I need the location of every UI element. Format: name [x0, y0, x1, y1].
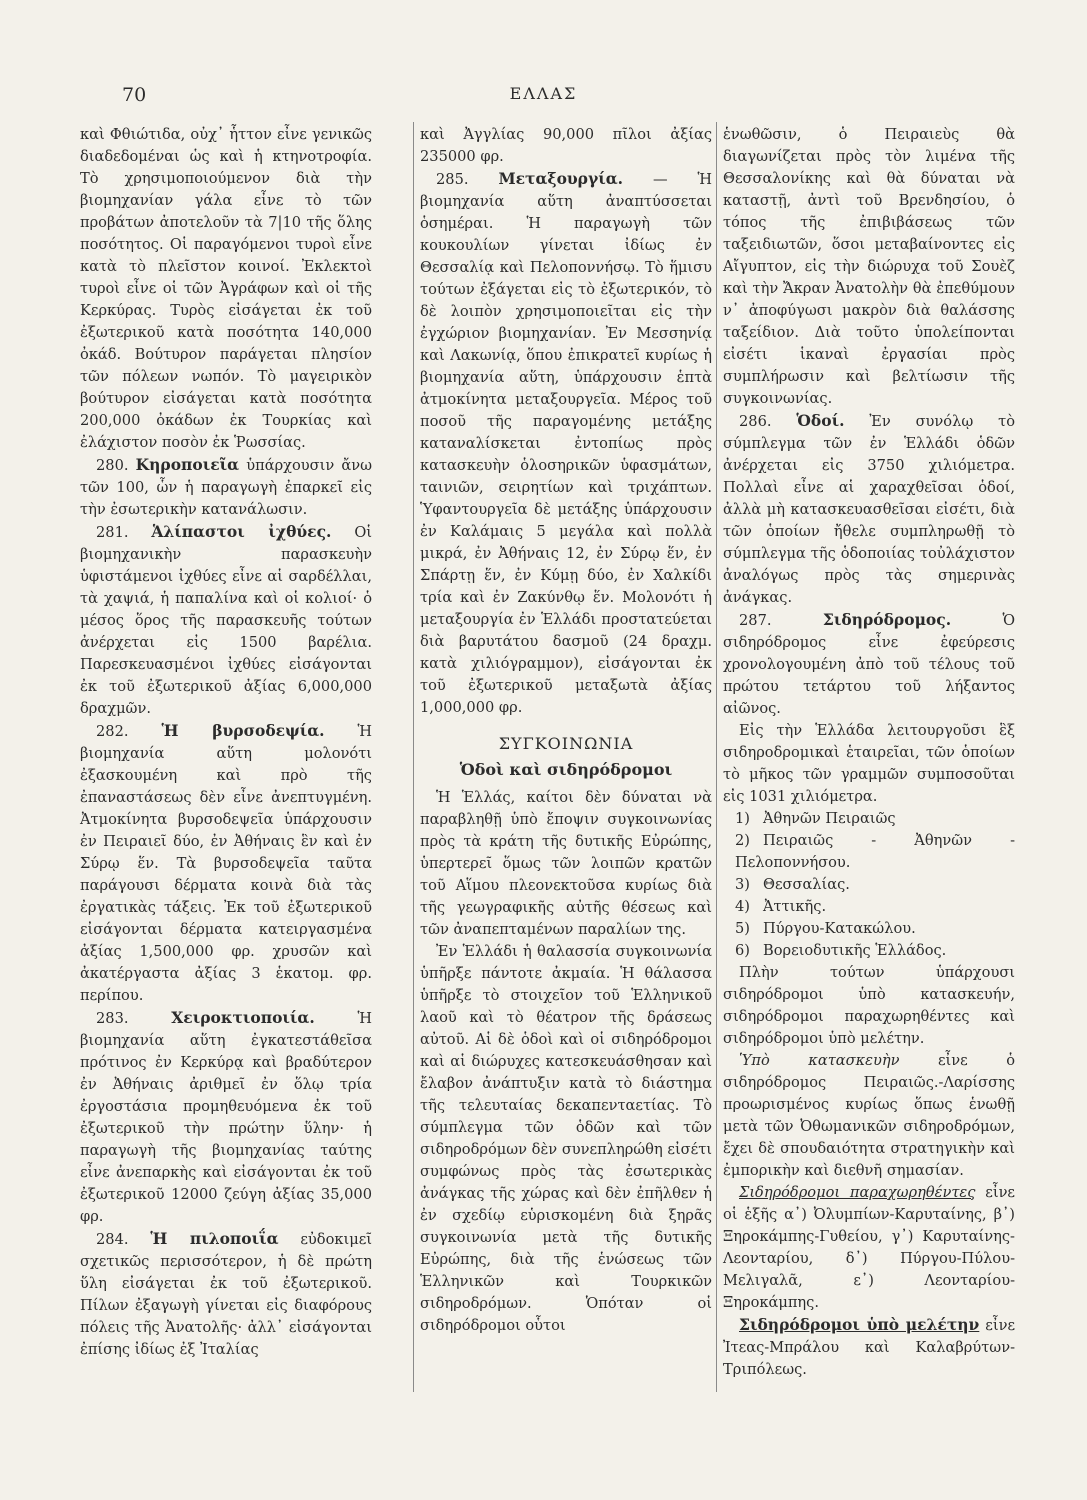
list-item: [723, 874, 1015, 896]
section-text: Οἱ βιομηχανικὴν παρασκευὴν ὑφιστάμενοι ἰχθύες εἶνε αἱ σαρδέλλαι, τὰ χαψιά, ἡ παπαλίνα καὶ οἱ κολιοί· ὁ μέσος ὅρος τῆς παρασκευῆς τούτων ἀνέρχεται εἰς 1500 βαρέλια. Παρεσκευασμένοι ἰχθύες εἰσάγονται ἐκ τοῦ ἐξωτερικοῦ ἀξίας 6,000,000 δραχμῶν.: [80, 524, 373, 717]
lead-phrase: Σιδηρόδρομοι παραχωρηθέντες: [739, 1184, 976, 1201]
section-heading: Ἡ πιλοποιΐα: [150, 1229, 279, 1248]
section-heading: Ὁδοί.: [796, 411, 845, 430]
list-item: [723, 896, 1015, 918]
list-text: Ἀττικῆς.: [763, 898, 827, 915]
section-286: [723, 410, 1015, 609]
list-item: [723, 940, 1015, 962]
section-283: [80, 1007, 372, 1228]
section-text: Ἡ βιομηχανία αὕτη ἐγκατεστάθεῖσα πρότινος ἐν Κερκύρᾳ καὶ βραδύτερον ἐν Ἀθήναις ἀριθμεῖ ἐν ὅλῳ τρία ἐργοστάσια προμηθευόμενα ἐκ τοῦ ἐξωτερικοῦ τὴν πρώτην ὕλην· ἡ παραγωγὴ τῆς βιομηχανίας ταύτης εἶνε ἀνεπαρκὴς καὶ εἰσάγονται ἐκ τοῦ ἐξωτερικοῦ 12000 ζεύγη ἀξίας 35,000 φρ.: [80, 1010, 373, 1225]
section-number: 286.: [739, 413, 772, 430]
list-number: 1): [735, 810, 750, 827]
section-text: ὑπάρχουσιν ἄνω τῶν 100, ὧν ἡ παραγωγὴ ἐπαρκεῖ εἰς τὴν ἐσωτερικὴν κατανάλωσιν.: [80, 457, 373, 518]
list-text: Πύργου-Κατακώλου.: [763, 920, 916, 937]
section-text: — Ἡ βιομηχανία αὕτη ἀναπτύσσεται ὁσημέραι. Ἡ παραγωγὴ τῶν κουκουλίων γίνεται ἰδίως ἐν Θεσσαλίᾳ καὶ Πελοποννήσῳ. Τὸ ἥμισυ τούτων ἐξάγεται εἰς τὸ ἐξωτερικόν, τὸ δὲ λοιπὸν χρησιμοποιεῖται εἰς τὴν ἐγχώριον βιομηχανίαν. Ἐν Μεσσηνίᾳ καὶ Λακωνίᾳ, ὅπου ἐπικρατεῖ κυρίως ἡ βιομηχανία αὕτη, ὑπάρχουσιν ἑπτὰ ἀτμοκίνητα μεταξουργεῖα. Μέρος τοῦ ποσοῦ τῆς παραγομένης μετάξης καταναλίσκεται ἐντοπίως πρὸς κατασκευὴν ὁλοσηρικῶν ὑφασμάτων, ταινιῶν, σειρητίων καὶ τριχάπτων. Ὑφαντουργεῖα δὲ μετάξης ὑπάρχουσιν ἐν Καλάμαις 5 μεγάλα καὶ πολλὰ μικρά, ἐν Ἀθήναις 12, ἐν Σύρῳ ἕν, ἐν Σπάρτῃ ἕν, ἐν Κύμῃ δύο, ἐν Χαλκίδι τρία καὶ ἐν Ζακύνθῳ ἕν. Μολονότι ἡ μεταξουργία ἐν Ἑλλάδι προστατεύεται διὰ βαρυτάτου δασμοῦ (24 δραχμ. κατὰ χιλιόγραμμον), εἰσάγονται ἐκ τοῦ ἐξωτερικοῦ μεταξωτὰ ἀξίας 1,000,000 φρ.: [420, 171, 713, 716]
section-heading: Ἡ βυρσοδεψία.: [161, 721, 325, 740]
section-number: 282.: [96, 723, 129, 740]
paragraph: καὶ Φθιώτιδα, οὐχ᾽ ἧττον εἶνε γενικῶς διαδεδομέναι ὡς καὶ ἡ κτηνοτροφία. Τὸ χρησιμοποιούμενον διὰ τὴν βιομηχανίαν γάλα εἶνε τὸ τῶν προβάτων ἀποτελοῦν τὰ 7|10 τῆς ὅλης ποσότητος. Οἱ παραγόμενοι τυροὶ εἶνε κατὰ τὸ πλεῖστον κοινοί. Ἐκλεκτοὶ τυροὶ εἶνε οἱ τῶν Ἀγράφων καὶ οἱ τῆς Κερκύρας. Τυρὸς εἰσάγεται ἐκ τοῦ ἐξωτερικοῦ κατὰ ποσότητα 140,000 ὀκάδ. Βούτυρον παράγεται πλησίον τῶν πόλεων νωπόν. Τὸ μαγειρικὸν βούτυρον εἰσάγεται κατὰ ποσότητα 200,000 ὀκάδων ἐκ Τουρκίας καὶ ἐλάχιστον ποσὸν ἐκ Ῥωσσίας.: [80, 126, 372, 451]
section-number: 287.: [739, 612, 772, 629]
paragraph-text: εἶνε ὁ σιδηρόδρομος Πειραιῶς.-Λαρίσσης προωρισμένος κυρίως ὅπως ἑνωθῇ μετὰ τῶν Ὀθωμανικῶν σιδηροδρόμων, ἔχει δὲ σπουδαιότητα στρατηγικὴν καὶ ἐμπορικὴν καὶ διεθνῆ σημασίαν.: [723, 1052, 1015, 1179]
paragraph: Ἡ Ἑλλάς, καίτοι δὲν δύναται νὰ παραβληθῇ ὑπὸ ἔποψιν συγκοινωνίας πρὸς τὰ κράτη τῆς δυτικῆς Εὐρώπης, ὑπερτερεῖ ὅμως τῶν λοιπῶν κρατῶν τοῦ Αἵμου πλεονεκτοῦσα κυρίως διὰ τῆς γεωγραφικῆς αὐτῆς θέσεως καὶ τῶν ἀναπεπταμένων παραλίων της.: [420, 789, 712, 938]
page-header: [0, 84, 1087, 114]
section-heading: Ἁλίπαστοι ἰχθύες.: [151, 522, 332, 541]
list-text: Βορειοδυτικῆς Ἑλλάδος.: [763, 942, 947, 959]
column-middle: [420, 124, 712, 1337]
list-item: [723, 808, 1015, 830]
list-text: Θεσσαλίας.: [763, 876, 850, 893]
paragraph: [723, 1314, 1015, 1381]
list-item: [723, 830, 1015, 874]
paragraph-text: εἶνε οἱ ἑξῆς α᾽) Ὀλυμπίων-Καρυταίνης, β᾽) Ξηροκάμπης-Γυθείου, γ᾽) Καρυταίνης-Λεονταρίου, δ᾽) Πύργου-Πύλου-Μελιγαλᾶ, ε᾽) Λεονταρίου-Ξηροκάμπης.: [723, 1184, 1015, 1311]
page-number: 70: [122, 84, 147, 106]
section-heading: Χειροκτιοποιία.: [171, 1008, 315, 1027]
section-heading: Μεταξουργία.: [498, 169, 624, 188]
running-head: ΕΛΛΑΣ: [509, 84, 578, 103]
column-rule: [716, 122, 717, 1392]
section-title: ΣΥΓΚΟΙΝΩΝΙΑ: [498, 734, 634, 753]
column-right: [723, 124, 1015, 1381]
section-number: 285.: [436, 171, 469, 188]
list-number: 4): [735, 898, 750, 915]
paragraph: Εἰς τὴν Ἑλλάδα λειτουργοῦσι ἓξ σιδηροδρομικαὶ ἑταιρεῖαι, τῶν ὁποίων τὸ μῆκος τῶν γραμμῶν συμποσοῦται εἰς 1031 χιλιόμετρα.: [723, 722, 1015, 805]
section-text: εὐδοκιμεῖ σχετικῶς περισσότερον, ἡ δὲ πρώτη ὕλη εἰσάγεται ἐκ τοῦ ἐξωτερικοῦ. Πίλων ἐξαγωγὴ γίνεται εἰς διαφόρους πόλεις τῆς Ἀνατολῆς· ἀλλ᾽ εἰσάγονται ἐπίσης ἰδίως ἐξ Ἰταλίας: [80, 1231, 372, 1358]
section-287: [723, 609, 1015, 720]
paragraph: [723, 1050, 1015, 1182]
list-text: Ἀθηνῶν Πειραιῶς: [763, 810, 896, 827]
section-284: [80, 1228, 372, 1361]
paragraph: καὶ Ἀγγλίας 90,000 πῖλοι ἀξίας 235000 φρ.: [420, 126, 712, 165]
section-number: 284.: [96, 1231, 129, 1248]
paragraph-text: εἶνε Ἰτεας-Μπράλου καὶ Καλαβρύτων-Τριπόλεως.: [723, 1317, 1016, 1378]
lead-phrase: Ὑπὸ κατασκευὴν: [739, 1052, 900, 1069]
section-heading: Σιδηρόδρομος.: [822, 610, 952, 629]
section-subtitle: Ὁδοὶ καὶ σιδηρόδρομοι: [459, 760, 673, 779]
section-text: Ὁ σιδηρόδρομος εἶνε ἐφεύρεσις χρονολογουμένη ἀπὸ τοῦ τέλους τοῦ πρώτου τετάρτου τοῦ λήξαντος αἰῶνος.: [723, 612, 1016, 717]
section-number: 280.: [96, 457, 129, 474]
section-number: 281.: [96, 524, 129, 541]
section-heading: Κηροποιεῖα: [135, 455, 240, 474]
column-rule: [413, 122, 414, 1392]
section-text: Ἡ βιομηχανία αὕτη μολονότι ἐξασκουμένη καὶ πρὸ τῆς ἐπαναστάσεως δὲν εἶνε ἀνεπτυγμένη. Ἀτμοκίνητα βυρσοδεψεῖα ὑπάρχουσιν ἐν Πειραιεῖ δύο, ἐν Ἀθήναις ἓν καὶ ἐν Σύρῳ ἕν. Τὰ βυρσοδεψεῖα ταῦτα παράγουσι δέρματα κοινὰ διὰ τὰς ἐργατικὰς τάξεις. Ἐκ τοῦ ἐξωτερικοῦ εἰσάγονται δέρματα κατειργασμένα ἀξίας 1,500,000 φρ. χρυσῶν καὶ ἀκατέργαστα ἀξίας 3 ἑκατομ. φρ. περίπου.: [80, 723, 372, 1004]
list-number: 5): [735, 920, 750, 937]
section-281: [80, 521, 372, 720]
list-text: Πειραιῶς - Ἀθηνῶν - Πελοποννήσου.: [735, 832, 1015, 871]
column-left: [80, 124, 372, 1361]
section-number: 283.: [96, 1010, 129, 1027]
paragraph: ἑνωθῶσιν, ὁ Πειραιεὺς θὰ διαγωνίζεται πρὸς τὸν λιμένα τῆς Θεσσαλονίκης καὶ θὰ δύναται νὰ καταστῇ, ἀντὶ τοῦ Βρενδησίου, ὁ τόπος τῆς ἐπιβιβάσεως τῶν ταξειδιωτῶν, ὅσοι μεταβαίνοντες εἰς Αἴγυπτον, εἰς τὴν διώρυχα τοῦ Σουὲζ καὶ τὴν Ἄκραν Ἀνατολὴν θὰ ἐπεθύμουν ν᾽ ἀποφύγωσι μακρὸν διὰ θαλάσσης ταξείδιον. Διὰ τοῦτο ὑπολείπονται εἰσέτι ἱκαναὶ ἐργασίαι πρὸς συμπλήρωσιν καὶ βελτίωσιν τῆς συγκοινωνίας.: [723, 126, 1015, 407]
list-number: 3): [735, 876, 750, 893]
lead-phrase: Σιδηρόδρομοι ὑπὸ μελέτην: [739, 1315, 980, 1334]
paragraph: Ἐν Ἑλλάδι ἡ θαλασσία συγκοινωνία ὑπῆρξε πάντοτε ἀκμαία. Ἡ θάλασσα ὑπῆρξε τὸ στοιχεῖον τοῦ Ἑλληνικοῦ λαοῦ καὶ τὸ θέατρον τῆς δράσεως αὐτοῦ. Αἱ δὲ ὁδοὶ καὶ οἱ σιδηρόδρομοι καὶ αἱ διώρυχες κατεσκευάσθησαν καὶ ἔλαβον ἀνάπτυξιν κατὰ τὸ διάστημα τῆς τελευταίας δεκαπενταετίας. Τὸ σύμπλεγμα τῶν ὁδῶν καὶ τῶν σιδηροδρόμων δὲν συνεπληρώθη εἰσέτι συμφώνως πρὸς τὰς ἐσωτερικὰς ἀνάγκας τῆς χώρας καὶ δὲν ἐπῆλθεν ἡ ἐν σχεδίῳ εὑρισκομένη διὰ ξηρᾶς συγκοινωνία μετὰ τῆς δυτικῆς Εὐρώπης, διὰ τῆς ἑνώσεως τῶν Ἑλληνικῶν καὶ Τουρκικῶν σιδηροδρόμων. Ὁπόταν οἱ σιδηρόδρομοι οὗτοι: [420, 943, 712, 1334]
section-282: [80, 720, 372, 1007]
section-280: [80, 454, 372, 521]
section-285: [420, 168, 712, 719]
list-number: 6): [735, 942, 750, 959]
list-item: [723, 918, 1015, 940]
railway-list: [723, 808, 1015, 962]
section-text: Ἐν συνόλῳ τὸ σύμπλεγμα τῶν ἐν Ἑλλάδι ὁδῶν ἀνέρχεται εἰς 3750 χιλιόμετρα. Πολλαὶ εἶνε αἱ χαραχθεῖσαι ὁδοί, ἀλλὰ μὴ κατασκευασθεῖσαι εἰσέτι, διὰ τῶν ὁποίων ἤθελε συμπληρωθῇ τὸ σύμπλεγμα τῆς ὁδοποιίας τοὐλάχιστον ἀναλόγως πρὸς τὰς σημερινὰς ἀνάγκας.: [723, 413, 1015, 606]
list-number: 2): [735, 832, 750, 849]
paragraph: Πλὴν τούτων ὑπάρχουσι σιδηρόδρομοι ὑπὸ κατασκευήν, σιδηρόδρομοι παραχωρηθέντες καὶ σιδηρόδρομοι ὑπὸ μελέτην.: [723, 964, 1015, 1047]
paragraph: [723, 1182, 1015, 1314]
